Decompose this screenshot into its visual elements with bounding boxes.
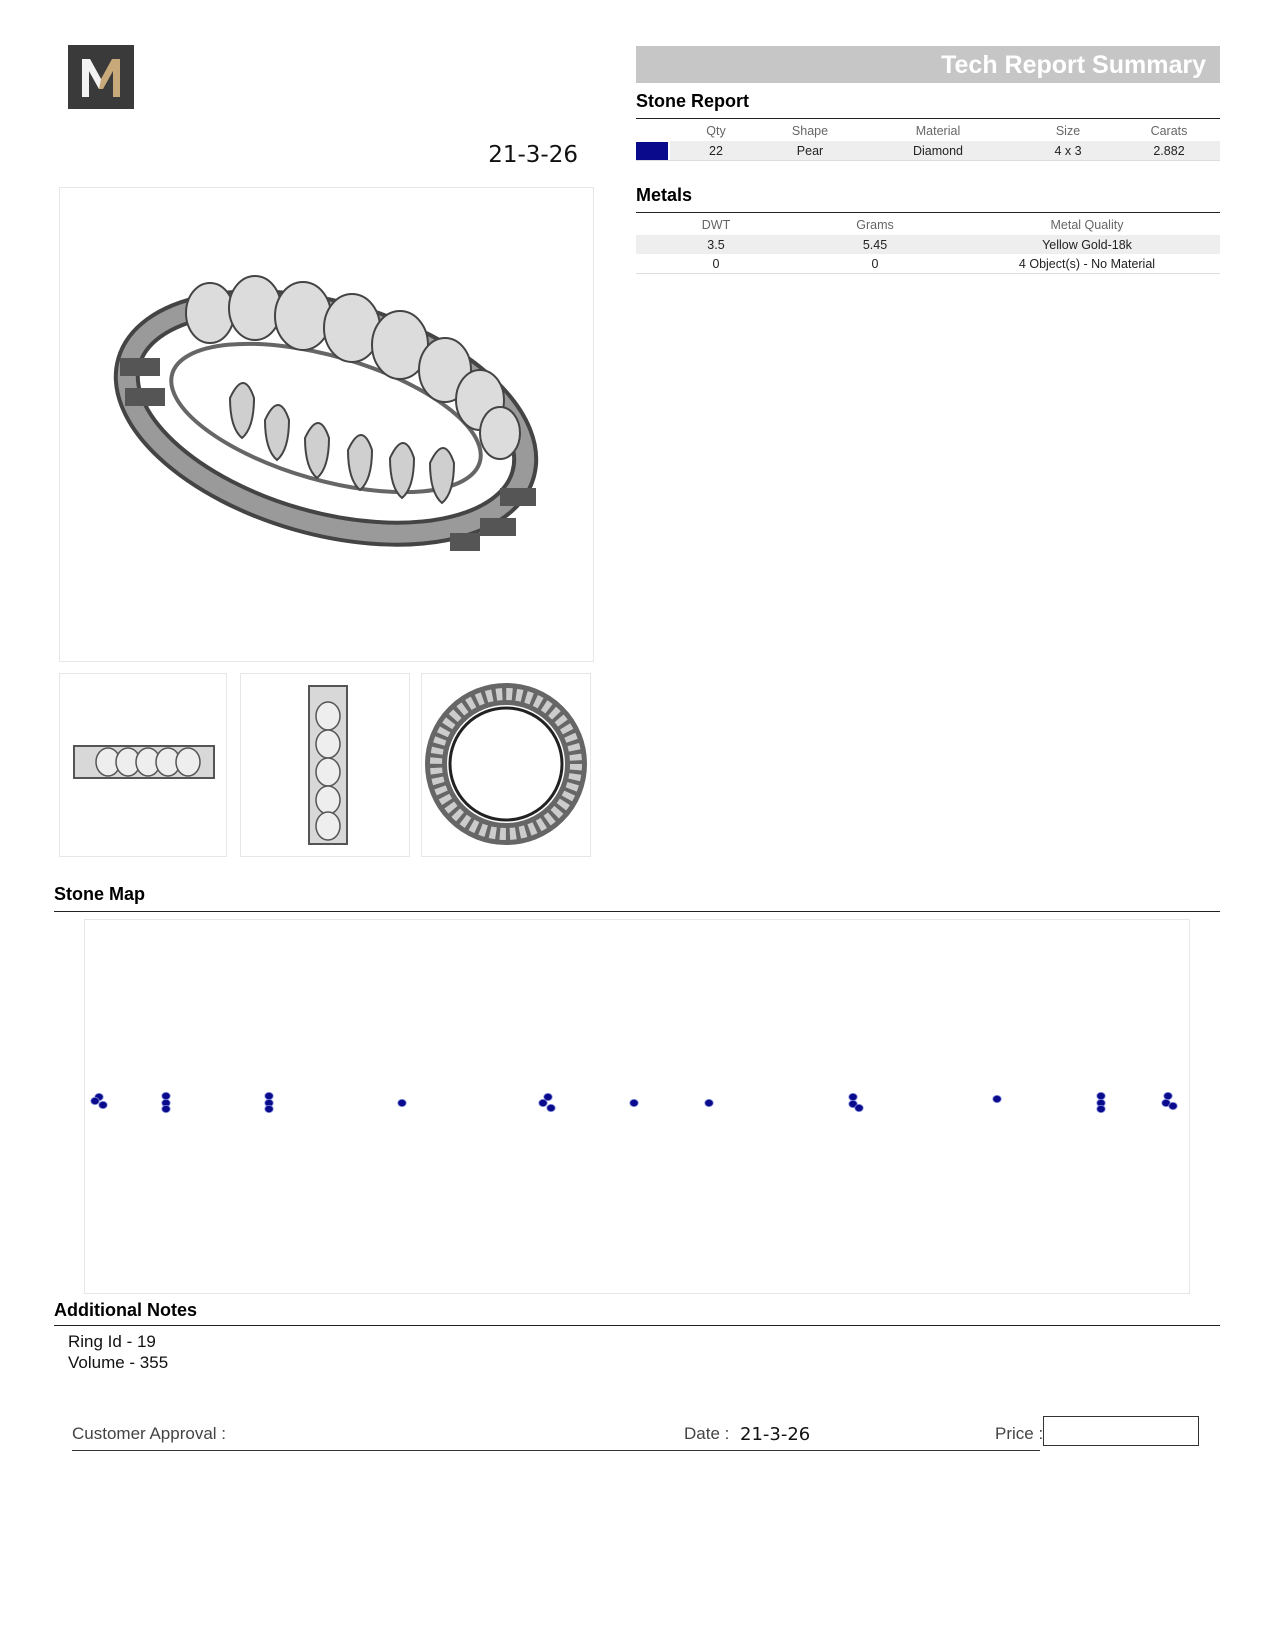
stone-map-canvas — [85, 920, 1189, 1293]
stone-dot-cluster — [91, 1093, 107, 1108]
stone-dot — [630, 1099, 638, 1106]
stone-dot — [265, 1092, 273, 1099]
summary-title-bar — [636, 46, 1220, 83]
stone-dot — [547, 1104, 555, 1111]
stone-dot — [539, 1099, 547, 1106]
stone-dot-cluster — [1162, 1092, 1177, 1109]
stone-dot-cluster — [705, 1099, 713, 1106]
date-label: Date : — [684, 1424, 730, 1443]
col-shape: Shape — [791, 124, 829, 138]
note-ring-id: Ring Id - 19 — [68, 1332, 156, 1351]
stone-dot-cluster — [539, 1093, 555, 1111]
col-grams: Grams — [856, 218, 894, 232]
stone-dot — [99, 1101, 107, 1108]
metal-dwt: 0 — [636, 254, 796, 274]
metals-header-row — [636, 215, 1220, 235]
metals-title: Metals — [636, 185, 693, 205]
ring-render-perspective — [59, 187, 594, 662]
stone-dot — [993, 1095, 1001, 1102]
price-field[interactable] — [1043, 1416, 1199, 1446]
col-size: Size — [1055, 124, 1081, 138]
stone-dot-cluster — [849, 1093, 863, 1111]
note-volume: Volume - 355 — [68, 1353, 169, 1372]
stone-report-rule — [636, 118, 1220, 119]
logo-m-icon — [68, 45, 134, 109]
summary-title: Tech Report Summary — [941, 51, 1206, 79]
stone-dot-cluster — [1097, 1092, 1105, 1112]
approval-signature-line — [72, 1450, 1040, 1451]
stone-dot — [398, 1099, 406, 1106]
stone-qty: 22 — [670, 141, 762, 161]
stone-dot — [849, 1093, 857, 1100]
date-value: 21-3-26 — [740, 1424, 811, 1445]
metals-table — [636, 215, 1220, 274]
notes-title: Additional Notes — [54, 1300, 197, 1320]
metal-quality: 4 Object(s) - No Material — [954, 254, 1220, 274]
stone-dot — [1164, 1092, 1172, 1099]
col-qty: Qty — [706, 124, 726, 138]
stone-map-title: Stone Map — [54, 884, 146, 904]
metals-rule — [636, 212, 1220, 213]
stone-map-rule — [54, 911, 1220, 912]
table-row — [636, 235, 1220, 254]
stone-color-swatch — [636, 142, 668, 160]
table-row — [636, 141, 1220, 161]
stone-dot — [1097, 1092, 1105, 1099]
stone-shape: Pear — [762, 141, 858, 161]
stone-dot — [162, 1105, 170, 1112]
stone-report-table — [636, 121, 1220, 161]
stone-dot — [855, 1104, 863, 1111]
stone-dot-cluster — [630, 1099, 638, 1106]
stone-dot — [1169, 1102, 1177, 1109]
metal-grams: 0 — [796, 254, 954, 274]
metal-grams: 5.45 — [796, 235, 954, 254]
price-label: Price : — [995, 1424, 1044, 1443]
document-date: 21-3-26 — [488, 142, 578, 168]
table-row — [636, 254, 1220, 274]
company-logo — [68, 45, 134, 109]
metal-quality: Yellow Gold-18k — [954, 235, 1220, 254]
ring-render-side-view — [59, 673, 227, 857]
stone-dot-cluster — [162, 1092, 170, 1112]
customer-approval-label: Customer Approval : — [72, 1424, 227, 1443]
stone-dot-cluster — [265, 1092, 273, 1112]
col-dwt: DWT — [701, 218, 731, 232]
stone-report-title: Stone Report — [636, 91, 750, 111]
col-carats: Carats — [1150, 124, 1188, 138]
stone-dot — [162, 1092, 170, 1099]
notes-rule — [54, 1325, 1220, 1326]
stone-dot-cluster — [993, 1095, 1001, 1102]
stone-dot — [265, 1105, 273, 1112]
ring-render-top-view — [421, 673, 591, 857]
ring-render-front-view — [240, 673, 410, 857]
stone-size: 4 x 3 — [1018, 141, 1118, 161]
stone-dot — [1097, 1105, 1105, 1112]
stone-dot — [705, 1099, 713, 1106]
metal-dwt: 3.5 — [636, 235, 796, 254]
stone-material: Diamond — [858, 141, 1018, 161]
stone-map — [84, 919, 1190, 1294]
stone-dot-cluster — [398, 1099, 406, 1106]
stone-report-header-row — [636, 121, 1220, 141]
col-material: Material — [915, 124, 961, 138]
stone-carats: 2.882 — [1118, 141, 1220, 161]
col-metal-quality: Metal Quality — [1050, 218, 1124, 232]
stone-dot — [91, 1097, 99, 1104]
